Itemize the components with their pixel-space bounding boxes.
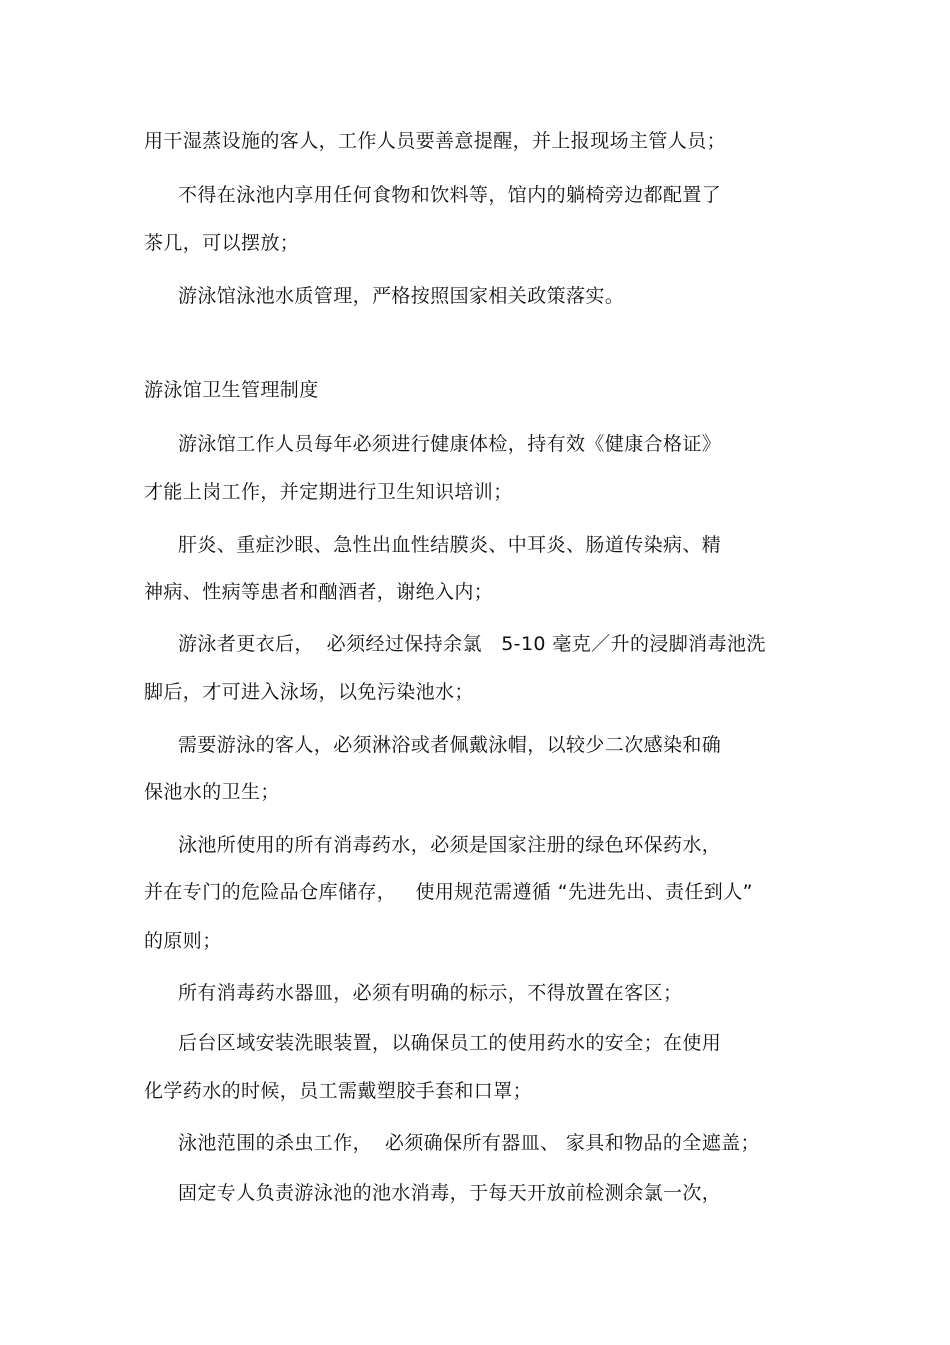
text-line: 化学药水的时候，员工需戴塑胶手套和口罩； [144, 1080, 533, 1102]
text-line: 脚后，才可进入泳场，以免污染池水； [144, 681, 474, 703]
text-line: 后台区域安装洗眼装置，以确保员工的使用药水的安全；在使用 [178, 1032, 722, 1054]
text-line: 保池水的卫生； [144, 781, 280, 803]
text-line: 肝炎、重症沙眼、急性出血性结膜炎、中耳炎、肠道传染病、精 [178, 534, 722, 556]
text-line: 游泳者更衣后， 必须经过保持余氯 5-10 毫克／升的浸脚消毒池洗 [178, 633, 766, 655]
text-line: 才能上岗工作，并定期进行卫生知识培训； [144, 481, 513, 503]
text-line: 所有消毒药水器皿，必须有明确的标示，不得放置在客区； [178, 982, 683, 1004]
text-line: 游泳馆工作人员每年必须进行健康体检，持有效《健康合格证》 [178, 433, 722, 455]
text-line: 固定专人负责游泳池的池水消毒，于每天开放前检测余氯一次， [178, 1182, 722, 1204]
text-line: 不得在泳池内享用任何食物和饮料等，馆内的躺椅旁边都配置了 [178, 184, 722, 206]
text-line: 的原则； [144, 930, 222, 952]
text-line: 泳池所使用的所有消毒药水，必须是国家注册的绿色环保药水， [178, 834, 722, 856]
text-line: 茶几，可以摆放； [144, 232, 300, 254]
text-line: 神病、性病等患者和酗酒者，谢绝入内； [144, 581, 494, 603]
text-line: 用干湿蒸设施的客人，工作人员要善意提醒，并上报现场主管人员； [144, 130, 727, 152]
text-line: 并在专门的危险品仓库储存， 使用规范需遵循 “先进先出、责任到人” [144, 881, 753, 903]
text-line: 游泳馆泳池水质管理，严格按照国家相关政策落实。 [178, 285, 625, 307]
text-line: 泳池范围的杀虫工作， 必须确保所有器皿、 家具和物品的全遮盖； [178, 1132, 760, 1154]
section-heading: 游泳馆卫生管理制度 [144, 379, 319, 401]
text-line: 需要游泳的客人，必须淋浴或者佩戴泳帽，以较少二次感染和确 [178, 734, 722, 756]
